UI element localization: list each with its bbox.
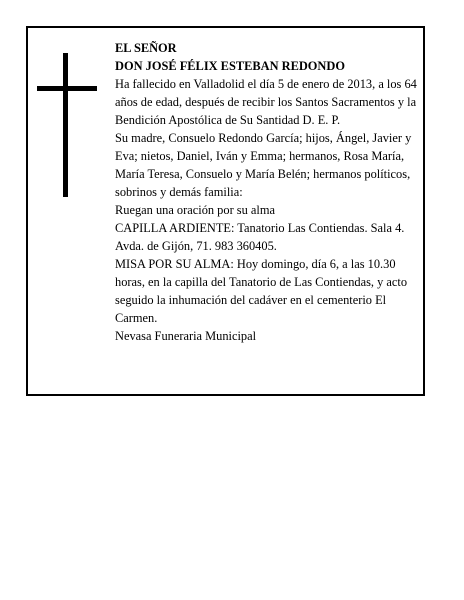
family-list: Su madre, Consuelo Redondo García; hijos, Ángel, Javier y Eva; nietos, Daniel, Iván y Emma; hermanos, Rosa María, María Teresa, Consuelo y María Belén; hermanos políticos, sobrinos y demás familia: xyxy=(115,131,412,199)
prayer-request: Ruegan una oración por su alma xyxy=(115,203,275,217)
funeral-chapel-info: CAPILLA ARDIENTE: Tanatorio Las Contiendas. Sala 4. Avda. de Gijón, 71. 983 360405. xyxy=(115,221,405,253)
cross-vertical-bar xyxy=(63,53,68,197)
deceased-title: EL SEÑOR xyxy=(115,41,177,55)
funeral-home-name: Nevasa Funeraria Municipal xyxy=(115,329,257,343)
cross-horizontal-bar xyxy=(37,86,97,91)
deceased-name: DON JOSÉ FÉLIX ESTEBAN REDONDO xyxy=(115,59,345,73)
cross-icon xyxy=(37,53,97,197)
mass-info: MISA POR SU ALMA: Hoy domingo, día 6, a las 10.30 horas, en la capilla del Tanatorio de Las Contiendas, y acto seguido la inhumación del cadáver en el cementerio El Carmen. xyxy=(115,257,408,325)
death-announcement: Ha fallecido en Valladolid el día 5 de enero de 2013, a los 64 años de edad, después de recibir los Santos Sacramentos y la Bendición Apostólica de Su Santidad D. E. P. xyxy=(115,77,417,127)
notice-body xyxy=(115,39,421,345)
